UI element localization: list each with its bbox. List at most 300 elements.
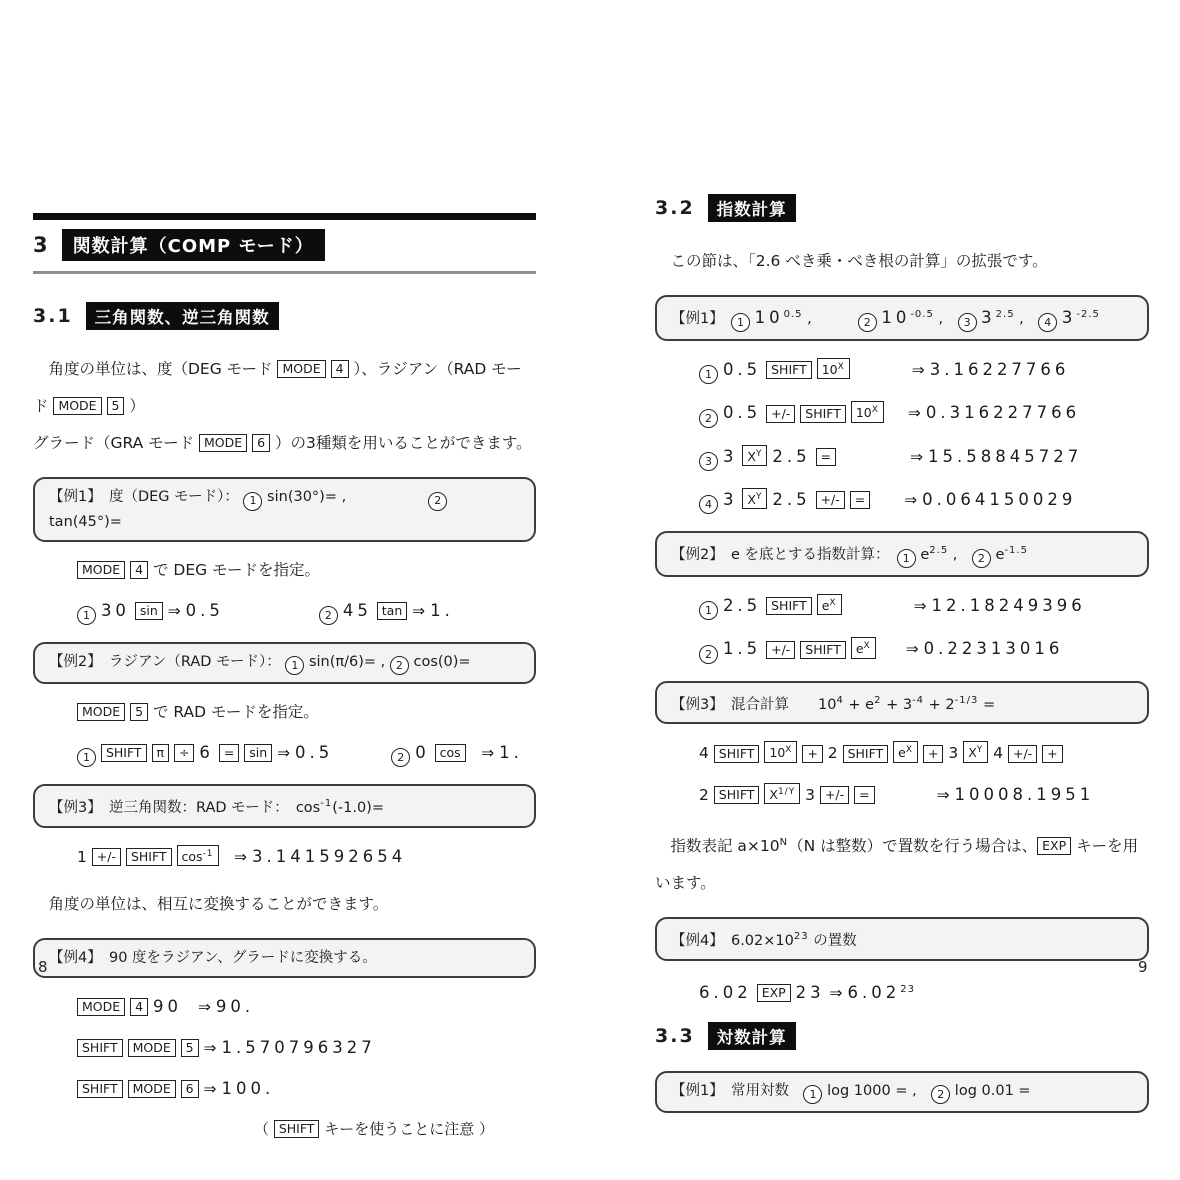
circled-number: 4 bbox=[1038, 313, 1057, 332]
circled-number: 2 bbox=[391, 748, 410, 767]
superscript: -4 bbox=[912, 694, 925, 706]
paragraph bbox=[33, 886, 536, 923]
text-run: +/- bbox=[771, 641, 791, 657]
text-run: MODE bbox=[282, 361, 321, 376]
text-run: + bbox=[807, 745, 818, 761]
key-cap bbox=[101, 744, 147, 762]
text-run: = bbox=[978, 696, 996, 713]
superscript: X bbox=[871, 405, 879, 416]
text-run: SHIFT bbox=[82, 1080, 118, 1096]
key-cap bbox=[766, 405, 795, 423]
key-sequence-line bbox=[655, 978, 1149, 1005]
text-run: log 0.01 = bbox=[950, 1082, 1031, 1099]
text-run: 100. bbox=[221, 1078, 275, 1098]
text-run: +/- bbox=[820, 491, 840, 507]
key-sequence-line bbox=[33, 741, 536, 767]
key-cap bbox=[817, 358, 850, 379]
text-run: ）の3種類を用いることができます。 bbox=[270, 434, 532, 452]
key-cap bbox=[764, 783, 800, 804]
superscript: N bbox=[779, 836, 789, 848]
superscript: X bbox=[829, 598, 837, 609]
key-cap bbox=[130, 703, 148, 721]
section-heading bbox=[33, 302, 536, 330]
section-number: 3.2 bbox=[655, 197, 695, 219]
text-run: 5 bbox=[185, 1039, 194, 1055]
key-cap bbox=[77, 1080, 123, 1098]
text-run: 2.5 bbox=[772, 489, 811, 509]
key-cap bbox=[714, 786, 760, 804]
text-run: SHIFT bbox=[718, 786, 755, 802]
text-run: ⇒ bbox=[465, 744, 500, 762]
superscript: -1/3 bbox=[954, 694, 979, 706]
text-run: cos bbox=[181, 848, 203, 864]
key-sequence-line bbox=[33, 845, 536, 869]
text-run: 0.5 bbox=[185, 600, 224, 620]
superscript: 4 bbox=[836, 694, 844, 706]
text-run: 6 bbox=[199, 743, 214, 762]
spacer bbox=[870, 504, 904, 505]
paragraph bbox=[33, 351, 536, 425]
key-sequence-line bbox=[33, 701, 536, 724]
superscript: 0.5 bbox=[783, 309, 803, 320]
text-run: log 1000 = , bbox=[822, 1082, 932, 1099]
key-sequence-line bbox=[655, 445, 1149, 471]
text-run: SHIFT bbox=[130, 848, 167, 864]
text-run: sin bbox=[139, 602, 158, 618]
key-cap bbox=[766, 641, 795, 659]
text-run: SHIFT bbox=[847, 745, 884, 761]
text-run: 4 bbox=[335, 361, 344, 376]
text-run: で RAD モードを指定。 bbox=[148, 703, 319, 721]
circled-number: 1 bbox=[77, 606, 96, 625]
key-cap bbox=[77, 1039, 123, 1057]
text-run: 3 bbox=[1061, 307, 1077, 327]
text-run: SHIFT bbox=[805, 641, 841, 657]
key-cap bbox=[130, 561, 148, 579]
key-cap bbox=[816, 491, 845, 509]
superscript: X bbox=[905, 745, 914, 756]
superscript: X bbox=[837, 362, 845, 373]
text-run: , bbox=[948, 546, 972, 563]
key-cap bbox=[435, 744, 466, 762]
paragraph bbox=[33, 425, 536, 462]
key-cap bbox=[923, 745, 943, 763]
text-run: 1.570796327 bbox=[221, 1037, 376, 1057]
text-run: 90 bbox=[152, 996, 182, 1016]
circled-number: 2 bbox=[972, 549, 991, 568]
text-run: 3.141592654 bbox=[251, 846, 407, 866]
text-run: SHIFT bbox=[278, 1120, 315, 1136]
text-run: X bbox=[968, 745, 977, 761]
text-run: 角度の単位は、相互に変換することができます。 bbox=[33, 894, 389, 913]
superscript: 1/Y bbox=[777, 786, 796, 797]
superscript: Y bbox=[976, 745, 984, 756]
circled-number: 4 bbox=[699, 495, 718, 514]
paragraph bbox=[655, 824, 1149, 902]
key-cap bbox=[714, 745, 760, 763]
text-run: , bbox=[933, 310, 958, 327]
text-run: ⇒ bbox=[198, 1038, 222, 1057]
key-cap bbox=[757, 984, 791, 1002]
text-run: , bbox=[1014, 310, 1039, 327]
key-cap bbox=[135, 602, 163, 620]
text-run: 10 bbox=[817, 696, 837, 713]
text-run: SHIFT bbox=[105, 745, 142, 760]
text-run: 2 bbox=[822, 744, 843, 763]
text-run: +/- bbox=[1012, 745, 1033, 761]
circled-number: 2 bbox=[699, 409, 718, 428]
text-run: ⇒ bbox=[407, 601, 431, 620]
text-run: ÷ bbox=[178, 745, 190, 760]
superscript: -1 bbox=[320, 798, 333, 809]
key-sequence-line bbox=[655, 637, 1149, 663]
key-cap bbox=[181, 1080, 199, 1098]
text-run: MODE bbox=[82, 561, 121, 577]
text-run: 2 bbox=[699, 785, 714, 804]
circled-number: 2 bbox=[319, 606, 338, 625]
text-run: 【例4】 6.02×10 bbox=[671, 932, 794, 949]
section-heading bbox=[655, 194, 1149, 222]
key-cap bbox=[800, 405, 846, 423]
text-run: ⇒ bbox=[911, 361, 930, 380]
key-sequence-line bbox=[655, 741, 1149, 765]
text-run: ）、ラジアン（RAD モード bbox=[33, 360, 522, 415]
text-run: SHIFT bbox=[718, 745, 755, 761]
text-run: + 3 bbox=[881, 696, 913, 713]
text-run: 10 bbox=[754, 307, 784, 327]
text-run: X bbox=[747, 448, 756, 464]
text-run: e bbox=[990, 546, 1005, 563]
text-run: 6 bbox=[257, 435, 266, 450]
text-run: + bbox=[927, 745, 939, 761]
circled-number: 3 bbox=[958, 313, 977, 332]
key-sequence-line bbox=[33, 559, 536, 582]
page-left-column bbox=[33, 213, 536, 1139]
text-run: sin(30°)= , bbox=[262, 489, 347, 505]
text-run: SHIFT bbox=[771, 598, 807, 614]
text-run: MODE bbox=[132, 1080, 171, 1096]
superscript: Y bbox=[755, 491, 763, 502]
section-title: 対数計算 bbox=[708, 1022, 796, 1050]
key-cap bbox=[199, 434, 247, 452]
text-run: 30 bbox=[100, 600, 130, 620]
key-cap bbox=[766, 361, 812, 379]
key-cap bbox=[893, 741, 918, 762]
text-run: 4 bbox=[135, 998, 144, 1014]
superscript: X bbox=[863, 641, 871, 652]
superscript: 2.5 bbox=[929, 544, 949, 556]
text-run: 5 bbox=[135, 704, 144, 719]
section-number: 3.3 bbox=[655, 1024, 695, 1047]
key-cap bbox=[219, 744, 239, 762]
text-run: 4 bbox=[699, 744, 714, 763]
superscript: Y bbox=[755, 448, 763, 459]
section-title: 指数計算 bbox=[708, 194, 796, 222]
key-cap bbox=[1037, 837, 1071, 855]
text-run: ⇒ bbox=[272, 744, 296, 762]
text-run: sin(π/6)= , bbox=[304, 653, 390, 670]
text-run: e bbox=[898, 745, 906, 761]
text-run: +/- bbox=[824, 786, 845, 802]
text-run: SHIFT bbox=[771, 362, 807, 378]
example-box bbox=[33, 477, 536, 542]
text-run: e bbox=[855, 641, 864, 657]
text-run: π bbox=[156, 745, 165, 760]
text-run: ⇒ bbox=[904, 490, 923, 509]
key-cap bbox=[802, 745, 822, 763]
key-sequence-line bbox=[33, 599, 536, 625]
text-run: tan bbox=[381, 602, 403, 618]
text-run: 6.02 bbox=[847, 982, 901, 1002]
text-run: +/- bbox=[96, 848, 116, 864]
text-run: 0 bbox=[415, 743, 430, 762]
key-cap bbox=[1042, 745, 1062, 763]
text-run: 0.064150029 bbox=[922, 489, 1077, 509]
text-run: 15.58845727 bbox=[927, 446, 1083, 466]
text-run: 5 bbox=[111, 398, 120, 413]
text-run: 0.5 bbox=[722, 403, 762, 423]
key-sequence-line bbox=[655, 401, 1149, 427]
example-box bbox=[655, 295, 1149, 341]
key-cap bbox=[377, 602, 407, 620]
text-run: 0.316227766 bbox=[925, 403, 1081, 423]
text-run: ） bbox=[124, 397, 145, 415]
circled-number: 1 bbox=[285, 656, 304, 675]
text-run: ⇒ bbox=[218, 847, 252, 866]
key-cap bbox=[177, 845, 219, 866]
spacer bbox=[812, 322, 858, 323]
text-run: + bbox=[1047, 745, 1058, 761]
text-run: 10008.1951 bbox=[954, 784, 1095, 804]
circled-number: 1 bbox=[731, 313, 750, 332]
text-run: 10 bbox=[855, 405, 872, 421]
spacer bbox=[884, 418, 908, 419]
circled-number: 3 bbox=[699, 452, 718, 471]
key-cap bbox=[816, 448, 836, 466]
text-run: 3 bbox=[722, 489, 738, 509]
text-run: 2.5 bbox=[722, 596, 762, 616]
example-box bbox=[33, 938, 536, 978]
text-run: 23 bbox=[795, 982, 825, 1002]
text-run: 4 bbox=[988, 744, 1008, 763]
text-run: ⇒ bbox=[197, 997, 216, 1016]
spacer bbox=[842, 610, 914, 611]
text-run: ⇒ bbox=[905, 640, 924, 659]
key-sequence-line bbox=[655, 488, 1149, 514]
key-cap bbox=[152, 744, 170, 762]
text-run: 3 bbox=[981, 307, 996, 327]
text-run: MODE bbox=[82, 704, 121, 719]
text-run: （N は整数）で置数を行う場合は、 bbox=[788, 836, 1038, 855]
text-run: ⇒ bbox=[198, 1079, 222, 1098]
text-run: 4 bbox=[135, 561, 144, 577]
text-run: ⇒ bbox=[936, 785, 955, 804]
key-sequence-line bbox=[655, 594, 1149, 620]
text-run: +/- bbox=[771, 405, 791, 421]
text-run: 10 bbox=[881, 307, 911, 327]
key-cap bbox=[128, 1080, 176, 1098]
text-run: 90. bbox=[215, 996, 255, 1016]
text-run: の置数 bbox=[808, 932, 857, 949]
superscript: -0.5 bbox=[910, 309, 934, 320]
text-run: 45 bbox=[342, 600, 372, 620]
text-run: ⇒ bbox=[824, 983, 848, 1002]
text-run: 【例1】 常用対数 bbox=[671, 1082, 804, 1099]
circled-number: 2 bbox=[428, 492, 447, 511]
text-run: 【例1】 bbox=[671, 310, 731, 327]
spacer bbox=[182, 1011, 198, 1012]
spacer bbox=[224, 615, 319, 616]
section-title: 三角関数、逆三角関数 bbox=[86, 302, 279, 330]
text-run: キーを使うことに注意 ） bbox=[319, 1119, 494, 1138]
example-box bbox=[33, 642, 536, 685]
text-run: (-1.0)= bbox=[332, 799, 384, 816]
page-right-column bbox=[655, 194, 1149, 1130]
text-run: 2.5 bbox=[772, 446, 811, 466]
key-cap bbox=[77, 998, 125, 1016]
superscript: 2.5 bbox=[995, 309, 1015, 320]
page-number-left: 8 bbox=[38, 958, 48, 976]
key-cap bbox=[800, 641, 846, 659]
text-run: 0.22313016 bbox=[923, 639, 1064, 659]
text-run: 6 bbox=[185, 1080, 194, 1096]
key-cap bbox=[331, 360, 349, 378]
text-run: 3 bbox=[722, 446, 738, 466]
chapter-number: 3 bbox=[33, 233, 49, 257]
text-run: 1.5 bbox=[722, 639, 762, 659]
text-run: = bbox=[859, 786, 870, 802]
text-run: 【例3】 逆三角関数：RAD モード： cos bbox=[49, 799, 321, 816]
text-run: SHIFT bbox=[82, 1039, 118, 1055]
key-cap bbox=[107, 397, 125, 415]
circled-number: 1 bbox=[243, 492, 262, 511]
key-cap bbox=[77, 703, 125, 721]
key-cap bbox=[92, 848, 121, 866]
circled-number: 2 bbox=[931, 1085, 950, 1104]
section-heading bbox=[655, 1022, 1149, 1050]
key-cap bbox=[850, 491, 870, 509]
text-run: 0.5 bbox=[722, 360, 762, 380]
text-run: 1. bbox=[430, 600, 454, 620]
circled-number: 1 bbox=[803, 1085, 822, 1104]
key-cap bbox=[274, 1120, 320, 1138]
key-cap bbox=[244, 744, 272, 762]
chapter-heading bbox=[33, 229, 536, 261]
example-box bbox=[655, 531, 1149, 577]
text-run: キーを用います。 bbox=[655, 836, 1139, 892]
key-cap bbox=[843, 745, 889, 763]
circled-number: 1 bbox=[897, 549, 916, 568]
key-cap bbox=[53, 397, 101, 415]
text-run: 【例2】 e を底とする指数計算： bbox=[671, 546, 897, 563]
text-run: e bbox=[821, 598, 830, 614]
text-run: e bbox=[915, 546, 930, 563]
text-run: ⇒ bbox=[913, 597, 932, 616]
key-sequence-line bbox=[655, 783, 1149, 807]
circled-number: 1 bbox=[77, 748, 96, 767]
text-run: 1. bbox=[499, 743, 523, 762]
key-cap bbox=[820, 786, 849, 804]
page-number-right: 9 bbox=[1138, 958, 1148, 976]
text-run: ⇒ bbox=[910, 447, 928, 466]
text-run: この節は、「2.6 べき乗・べき根の計算」の拡張です。 bbox=[655, 252, 1048, 270]
key-cap bbox=[963, 741, 988, 762]
text-run: cos(0)= bbox=[408, 653, 471, 670]
text-run: MODE bbox=[204, 435, 243, 450]
key-sequence-line bbox=[33, 1036, 536, 1060]
text-run: X bbox=[769, 786, 778, 802]
text-run: 0.5 bbox=[295, 743, 334, 762]
text-run: 1 bbox=[77, 847, 92, 866]
example-box bbox=[655, 681, 1149, 725]
text-run: ⇒ bbox=[907, 404, 926, 423]
text-run: EXP bbox=[1042, 837, 1067, 853]
superscript: 23 bbox=[900, 983, 915, 995]
text-run: 3 bbox=[800, 785, 820, 804]
text-run: 【例3】 混合計算 bbox=[671, 696, 818, 713]
chapter-underline bbox=[33, 271, 536, 274]
text-run: = bbox=[223, 745, 235, 760]
paragraph bbox=[655, 243, 1149, 280]
key-cap bbox=[854, 786, 874, 804]
circled-number: 1 bbox=[699, 601, 718, 620]
key-sequence-line bbox=[655, 358, 1149, 384]
text-run: EXP bbox=[761, 984, 786, 1000]
superscript: 23 bbox=[793, 930, 809, 942]
key-sequence-line bbox=[33, 1077, 536, 1101]
text-run: （ bbox=[254, 1119, 274, 1138]
text-run: 12.18249396 bbox=[931, 596, 1086, 616]
superscript: X bbox=[785, 745, 793, 756]
circled-number: 2 bbox=[858, 313, 877, 332]
text-run: 6.02 bbox=[699, 982, 752, 1002]
key-cap bbox=[766, 597, 812, 615]
key-cap bbox=[252, 434, 270, 452]
key-cap bbox=[1008, 745, 1037, 763]
text-run: ⇒ bbox=[162, 601, 186, 620]
text-run: , bbox=[802, 310, 812, 327]
text-run: cos bbox=[439, 745, 461, 760]
spacer bbox=[836, 461, 910, 462]
example-box bbox=[655, 1071, 1149, 1114]
text-run: = bbox=[820, 448, 832, 464]
text-run: グラード（GRA モード bbox=[33, 434, 199, 452]
text-run: 3 bbox=[943, 744, 964, 763]
text-run: 【例1】 度（DEG モード）： bbox=[49, 489, 244, 505]
text-run: = bbox=[854, 491, 866, 507]
superscript: -2.5 bbox=[1076, 309, 1100, 320]
key-cap bbox=[277, 360, 325, 378]
spacer bbox=[875, 799, 937, 800]
key-cap bbox=[174, 744, 194, 762]
text-run: で DEG モードを指定。 bbox=[148, 560, 320, 579]
chapter-title: 関数計算（COMP モード） bbox=[62, 229, 325, 261]
text-run: + 2 bbox=[924, 696, 955, 713]
note-line bbox=[33, 1118, 536, 1139]
circled-number: 2 bbox=[699, 645, 718, 664]
text-run: 3.16227766 bbox=[929, 360, 1070, 380]
example-box bbox=[655, 917, 1149, 961]
key-cap bbox=[764, 741, 797, 762]
key-cap bbox=[126, 848, 172, 866]
key-cap bbox=[742, 488, 767, 509]
key-cap bbox=[851, 401, 884, 422]
spacer bbox=[333, 757, 391, 758]
key-sequence-line bbox=[33, 995, 536, 1019]
key-cap bbox=[817, 594, 842, 615]
text-run: + e bbox=[843, 696, 875, 713]
key-cap bbox=[742, 445, 767, 466]
